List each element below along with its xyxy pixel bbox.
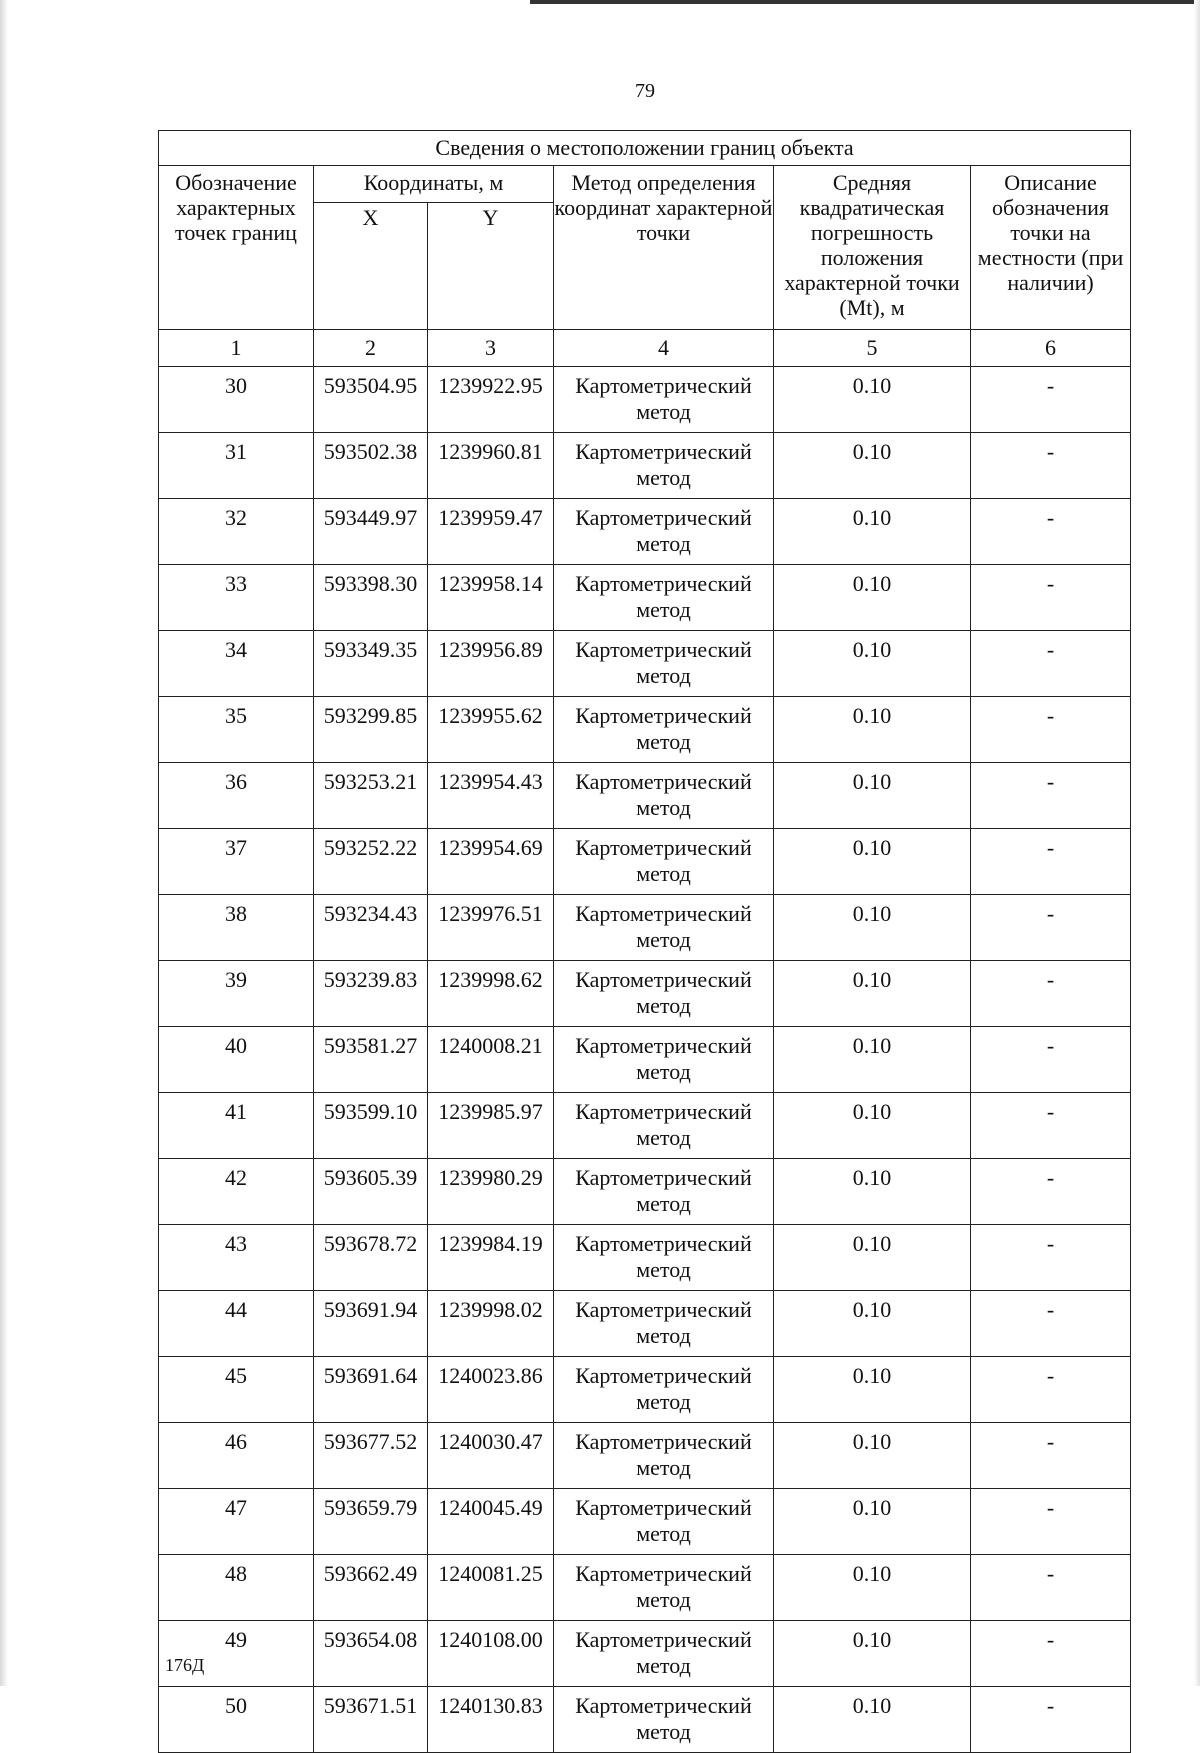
cell-error: 0.10 bbox=[774, 1357, 971, 1423]
cell-description: - bbox=[971, 1357, 1131, 1423]
header-x: X bbox=[314, 203, 428, 330]
cell-description: - bbox=[971, 1093, 1131, 1159]
cell-method: Картометрический метод bbox=[554, 1621, 774, 1687]
cell-x: 593678.72 bbox=[314, 1225, 428, 1291]
column-number: 2 bbox=[314, 330, 428, 367]
cell-description: - bbox=[971, 1555, 1131, 1621]
cell-error: 0.10 bbox=[774, 895, 971, 961]
cell-error: 0.10 bbox=[774, 1687, 971, 1753]
cell-method: Картометрический метод bbox=[554, 763, 774, 829]
cell-description: - bbox=[971, 433, 1131, 499]
cell-point: 45 bbox=[159, 1357, 314, 1423]
boundary-points-table bbox=[158, 130, 1131, 1753]
cell-method: Картометрический метод bbox=[554, 1423, 774, 1489]
cell-point: 32 bbox=[159, 499, 314, 565]
cell-y: 1239998.02 bbox=[428, 1291, 554, 1357]
table-row bbox=[159, 1555, 1131, 1621]
cell-y: 1239958.14 bbox=[428, 565, 554, 631]
cell-method: Картометрический метод bbox=[554, 1687, 774, 1753]
cell-point: 49 bbox=[159, 1621, 314, 1687]
cell-point: 44 bbox=[159, 1291, 314, 1357]
cell-y: 1239984.19 bbox=[428, 1225, 554, 1291]
cell-description: - bbox=[971, 631, 1131, 697]
cell-y: 1239955.62 bbox=[428, 697, 554, 763]
cell-x: 593599.10 bbox=[314, 1093, 428, 1159]
cell-description: - bbox=[971, 1225, 1131, 1291]
cell-y: 1239980.29 bbox=[428, 1159, 554, 1225]
cell-error: 0.10 bbox=[774, 763, 971, 829]
table-row bbox=[159, 631, 1131, 697]
cell-error: 0.10 bbox=[774, 433, 971, 499]
cell-point: 42 bbox=[159, 1159, 314, 1225]
table-row bbox=[159, 1489, 1131, 1555]
cell-point: 35 bbox=[159, 697, 314, 763]
cell-x: 593398.30 bbox=[314, 565, 428, 631]
cell-y: 1240045.49 bbox=[428, 1489, 554, 1555]
table-row bbox=[159, 895, 1131, 961]
cell-error: 0.10 bbox=[774, 1225, 971, 1291]
table-row bbox=[159, 1291, 1131, 1357]
cell-description: - bbox=[971, 829, 1131, 895]
cell-y: 1239954.43 bbox=[428, 763, 554, 829]
cell-description: - bbox=[971, 1159, 1131, 1225]
cell-x: 593234.43 bbox=[314, 895, 428, 961]
scan-top-border bbox=[530, 0, 1200, 4]
header-error: Средняя квадратическая погрешность положения характерной точки (Mt), м bbox=[774, 166, 971, 330]
table-caption: Сведения о местоположении границ объекта bbox=[159, 131, 1131, 166]
cell-error: 0.10 bbox=[774, 565, 971, 631]
cell-x: 593581.27 bbox=[314, 1027, 428, 1093]
cell-y: 1239976.51 bbox=[428, 895, 554, 961]
cell-point: 48 bbox=[159, 1555, 314, 1621]
cell-y: 1240030.47 bbox=[428, 1423, 554, 1489]
scan-right-edge bbox=[1194, 0, 1200, 1686]
cell-x: 593504.95 bbox=[314, 367, 428, 433]
cell-x: 593253.21 bbox=[314, 763, 428, 829]
cell-x: 593239.83 bbox=[314, 961, 428, 1027]
table-row bbox=[159, 1423, 1131, 1489]
cell-method: Картометрический метод bbox=[554, 697, 774, 763]
cell-y: 1239956.89 bbox=[428, 631, 554, 697]
cell-error: 0.10 bbox=[774, 499, 971, 565]
cell-point: 31 bbox=[159, 433, 314, 499]
cell-error: 0.10 bbox=[774, 1291, 971, 1357]
cell-y: 1240130.83 bbox=[428, 1687, 554, 1753]
cell-x: 593654.08 bbox=[314, 1621, 428, 1687]
cell-error: 0.10 bbox=[774, 697, 971, 763]
cell-x: 593252.22 bbox=[314, 829, 428, 895]
header-coordinates: Координаты, м bbox=[314, 166, 554, 203]
column-number: 5 bbox=[774, 330, 971, 367]
cell-description: - bbox=[971, 565, 1131, 631]
cell-x: 593659.79 bbox=[314, 1489, 428, 1555]
cell-point: 41 bbox=[159, 1093, 314, 1159]
cell-y: 1240023.86 bbox=[428, 1357, 554, 1423]
page-number: 79 bbox=[635, 80, 655, 102]
cell-method: Картометрический метод bbox=[554, 961, 774, 1027]
table-row bbox=[159, 1621, 1131, 1687]
cell-point: 36 bbox=[159, 763, 314, 829]
column-number: 3 bbox=[428, 330, 554, 367]
table-row bbox=[159, 433, 1131, 499]
cell-method: Картометрический метод bbox=[554, 1489, 774, 1555]
cell-error: 0.10 bbox=[774, 1555, 971, 1621]
cell-x: 593677.52 bbox=[314, 1423, 428, 1489]
cell-error: 0.10 bbox=[774, 1423, 971, 1489]
cell-y: 1239954.69 bbox=[428, 829, 554, 895]
cell-x: 593349.35 bbox=[314, 631, 428, 697]
table-row bbox=[159, 1687, 1131, 1753]
table-row bbox=[159, 1225, 1131, 1291]
cell-method: Картометрический метод bbox=[554, 1093, 774, 1159]
cell-y: 1240008.21 bbox=[428, 1027, 554, 1093]
cell-point: 50 bbox=[159, 1687, 314, 1753]
cell-y: 1240108.00 bbox=[428, 1621, 554, 1687]
table-row bbox=[159, 367, 1131, 433]
cell-error: 0.10 bbox=[774, 1027, 971, 1093]
cell-error: 0.10 bbox=[774, 1489, 971, 1555]
cell-point: 33 bbox=[159, 565, 314, 631]
column-number: 1 bbox=[159, 330, 314, 367]
column-number: 4 bbox=[554, 330, 774, 367]
cell-description: - bbox=[971, 895, 1131, 961]
table-row bbox=[159, 763, 1131, 829]
cell-error: 0.10 bbox=[774, 1093, 971, 1159]
cell-y: 1239959.47 bbox=[428, 499, 554, 565]
cell-y: 1239922.95 bbox=[428, 367, 554, 433]
table-row bbox=[159, 697, 1131, 763]
cell-method: Картометрический метод bbox=[554, 1357, 774, 1423]
cell-point: 37 bbox=[159, 829, 314, 895]
cell-description: - bbox=[971, 697, 1131, 763]
cell-x: 593662.49 bbox=[314, 1555, 428, 1621]
cell-x: 593605.39 bbox=[314, 1159, 428, 1225]
cell-method: Картометрический метод bbox=[554, 631, 774, 697]
table-row bbox=[159, 499, 1131, 565]
cell-method: Картометрический метод bbox=[554, 829, 774, 895]
header-designation: Обозначение характерных точек границ bbox=[159, 166, 314, 330]
column-number: 6 bbox=[971, 330, 1131, 367]
cell-description: - bbox=[971, 1027, 1131, 1093]
table-row bbox=[159, 961, 1131, 1027]
cell-point: 43 bbox=[159, 1225, 314, 1291]
cell-description: - bbox=[971, 367, 1131, 433]
cell-description: - bbox=[971, 1687, 1131, 1753]
header-method: Метод определения координат характерной точки bbox=[554, 166, 774, 330]
cell-point: 40 bbox=[159, 1027, 314, 1093]
table-row bbox=[159, 1093, 1131, 1159]
cell-method: Картометрический метод bbox=[554, 565, 774, 631]
cell-error: 0.10 bbox=[774, 1621, 971, 1687]
cell-point: 39 bbox=[159, 961, 314, 1027]
cell-description: - bbox=[971, 1423, 1131, 1489]
cell-x: 593299.85 bbox=[314, 697, 428, 763]
cell-y: 1240081.25 bbox=[428, 1555, 554, 1621]
footer-code: 176Д bbox=[165, 1655, 205, 1675]
cell-x: 593691.64 bbox=[314, 1357, 428, 1423]
cell-y: 1239960.81 bbox=[428, 433, 554, 499]
scan-left-edge bbox=[0, 0, 8, 1686]
cell-description: - bbox=[971, 763, 1131, 829]
cell-y: 1239998.62 bbox=[428, 961, 554, 1027]
cell-method: Картометрический метод bbox=[554, 433, 774, 499]
cell-point: 30 bbox=[159, 367, 314, 433]
cell-method: Картометрический метод bbox=[554, 1159, 774, 1225]
cell-point: 47 bbox=[159, 1489, 314, 1555]
cell-method: Картометрический метод bbox=[554, 499, 774, 565]
table-row bbox=[159, 1357, 1131, 1423]
cell-x: 593691.94 bbox=[314, 1291, 428, 1357]
cell-method: Картометрический метод bbox=[554, 367, 774, 433]
table-row bbox=[159, 565, 1131, 631]
cell-method: Картометрический метод bbox=[554, 1555, 774, 1621]
cell-error: 0.10 bbox=[774, 631, 971, 697]
cell-description: - bbox=[971, 1291, 1131, 1357]
cell-method: Картометрический метод bbox=[554, 1291, 774, 1357]
cell-y: 1239985.97 bbox=[428, 1093, 554, 1159]
cell-point: 46 bbox=[159, 1423, 314, 1489]
cell-method: Картометрический метод bbox=[554, 895, 774, 961]
cell-description: - bbox=[971, 1621, 1131, 1687]
table-row bbox=[159, 1159, 1131, 1225]
cell-x: 593671.51 bbox=[314, 1687, 428, 1753]
table-row bbox=[159, 829, 1131, 895]
cell-description: - bbox=[971, 1489, 1131, 1555]
cell-error: 0.10 bbox=[774, 829, 971, 895]
column-number-row bbox=[159, 330, 1131, 367]
cell-method: Картометрический метод bbox=[554, 1225, 774, 1291]
cell-point: 38 bbox=[159, 895, 314, 961]
table-row bbox=[159, 1027, 1131, 1093]
cell-error: 0.10 bbox=[774, 1159, 971, 1225]
cell-error: 0.10 bbox=[774, 367, 971, 433]
cell-point: 34 bbox=[159, 631, 314, 697]
cell-description: - bbox=[971, 961, 1131, 1027]
cell-x: 593449.97 bbox=[314, 499, 428, 565]
cell-method: Картометрический метод bbox=[554, 1027, 774, 1093]
cell-x: 593502.38 bbox=[314, 433, 428, 499]
header-y: Y bbox=[428, 203, 554, 330]
cell-error: 0.10 bbox=[774, 961, 971, 1027]
cell-description: - bbox=[971, 499, 1131, 565]
table-body bbox=[159, 367, 1131, 1753]
header-description: Описание обозначения точки на местности (при наличии) bbox=[971, 166, 1131, 330]
